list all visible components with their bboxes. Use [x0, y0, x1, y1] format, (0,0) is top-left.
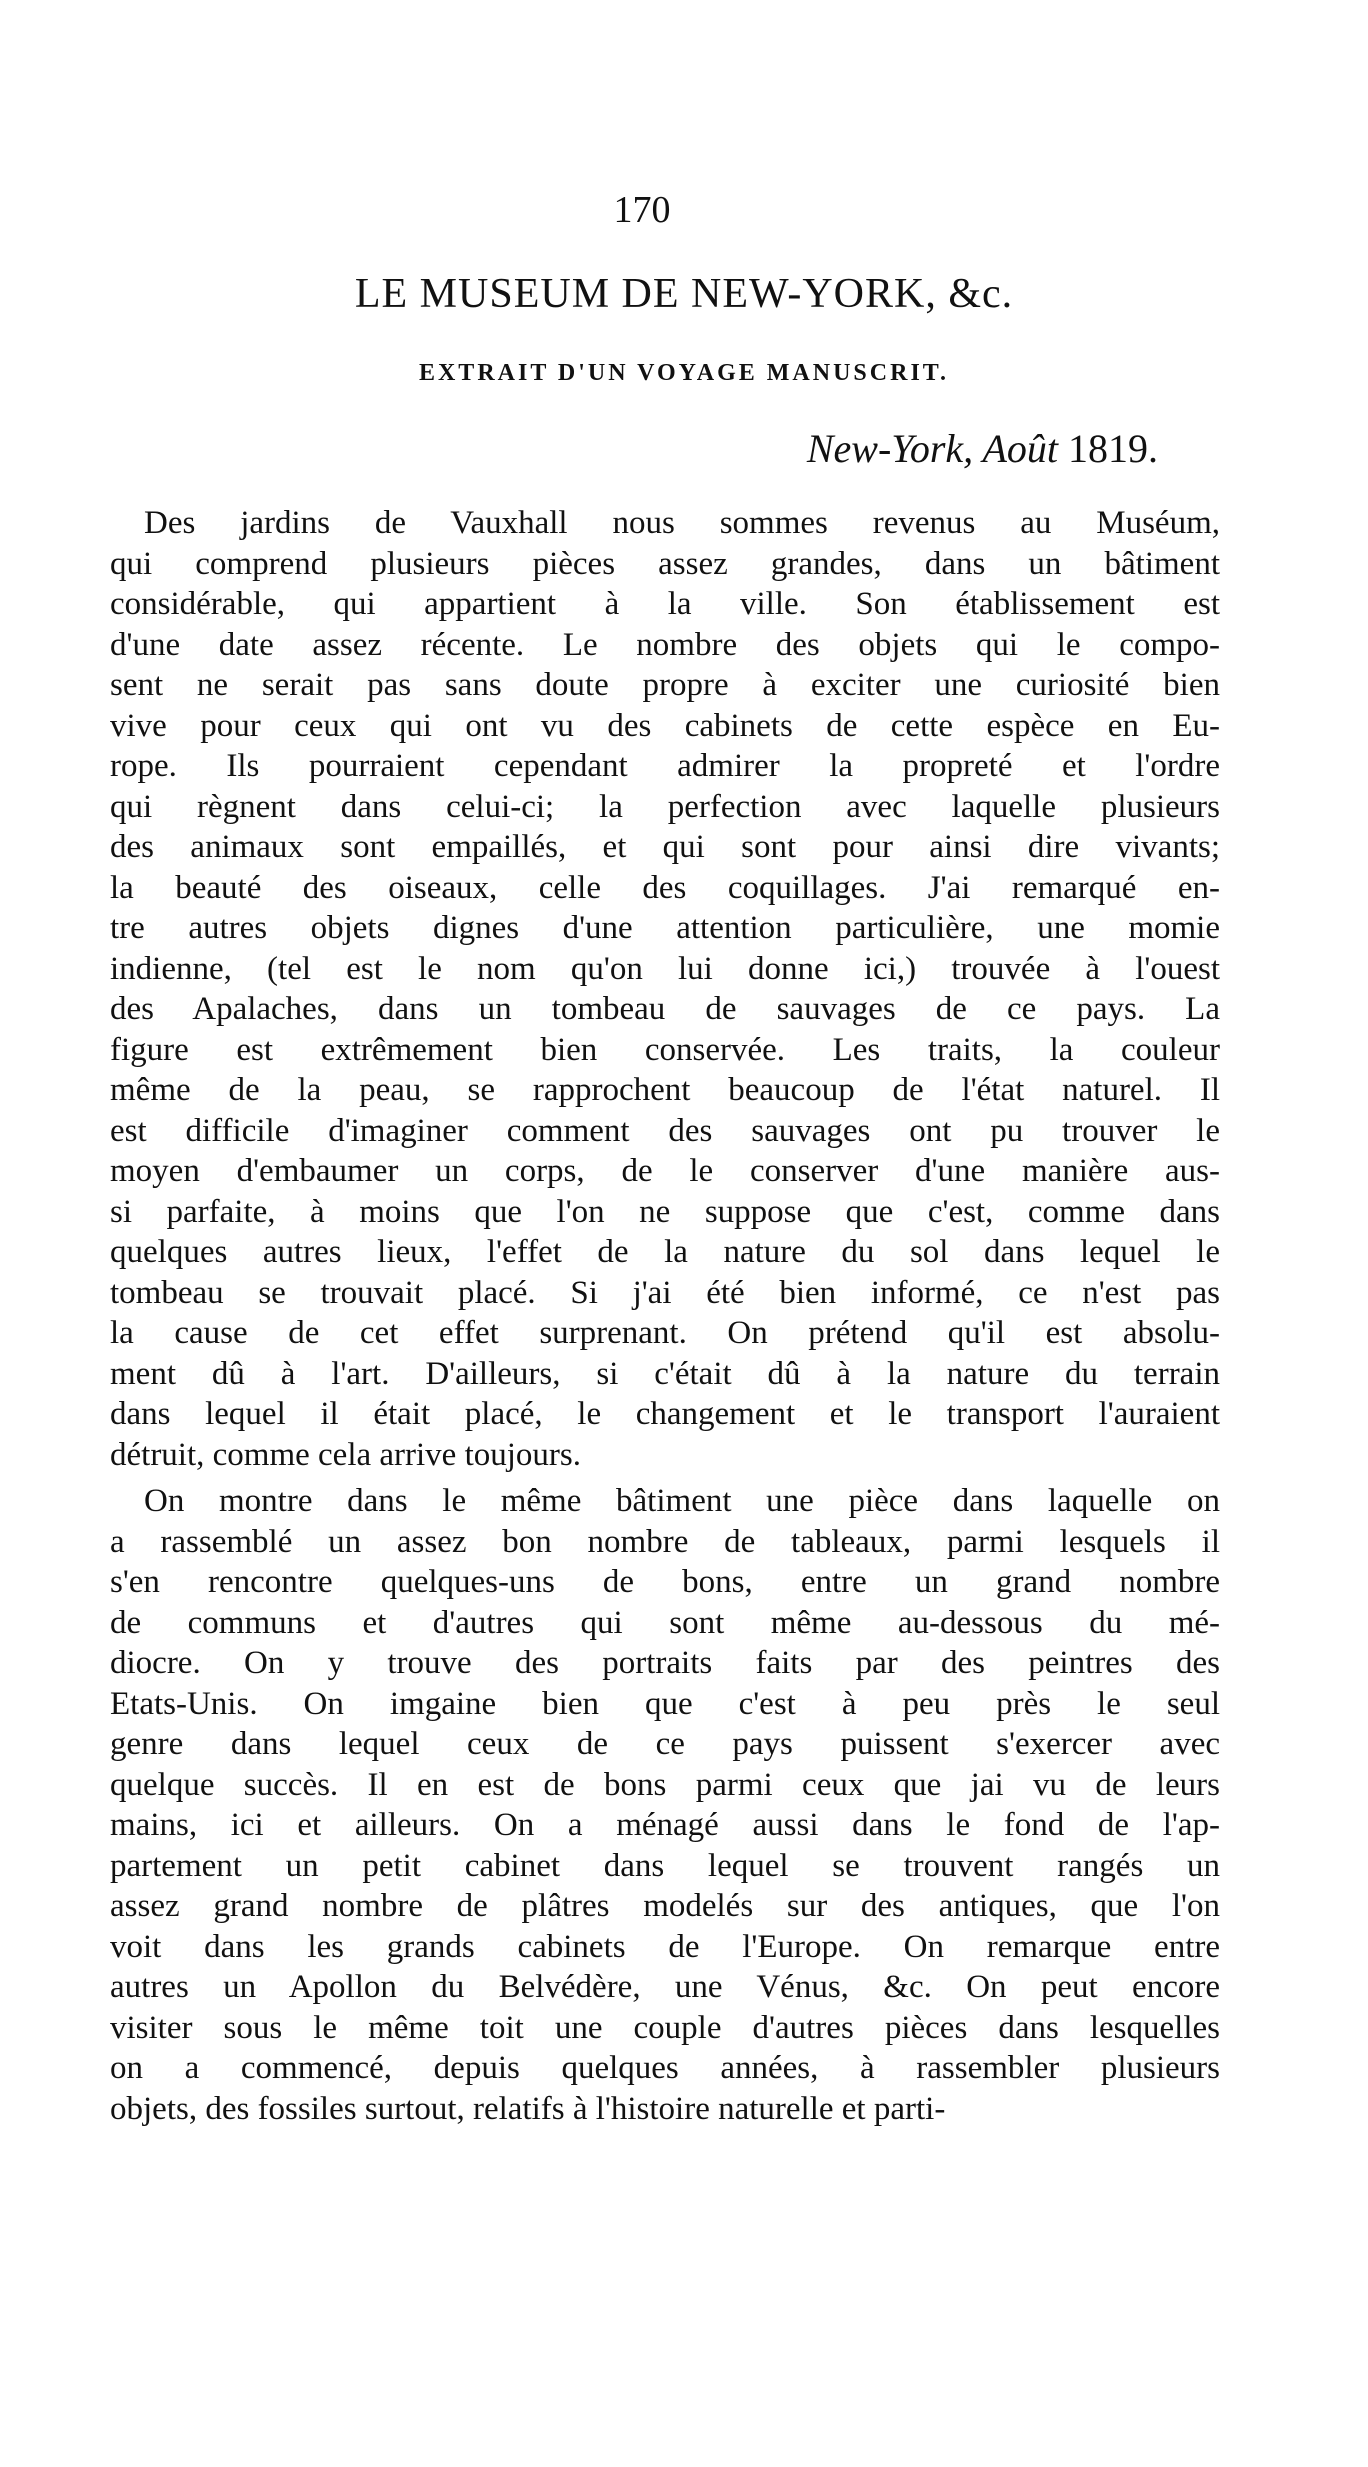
- text-line: même de la peau, se rapprochent beaucoup de l'état naturel. Il: [110, 1072, 1220, 1108]
- text-line: on a commencé, depuis quelques années, à rassembler plusieurs: [110, 2050, 1220, 2086]
- text-line: mains, ici et ailleurs. On a ménagé aussi dans le fond de l'ap-: [110, 1807, 1220, 1843]
- text-line: dans lequel il était placé, le changement et le transport l'auraient: [110, 1396, 1220, 1432]
- text-line: rope. Ils pourraient cependant admirer la propreté et l'ordre: [110, 748, 1220, 784]
- dateline-place: New-York, Août: [806, 426, 1058, 471]
- dateline-year: 1819.: [1068, 426, 1158, 471]
- text-line: assez grand nombre de plâtres modelés sur des antiques, que l'on: [110, 1888, 1220, 1924]
- text-line: moyen d'embaumer un corps, de le conserver d'une manière aus-: [110, 1153, 1220, 1189]
- text-line: partement un petit cabinet dans lequel se trouvent rangés un: [110, 1847, 1220, 1884]
- text-line: la beauté des oiseaux, celle des coquillages. J'ai remarqué en-: [110, 869, 1220, 906]
- text-line: des Apalaches, dans un tombeau de sauvages de ce pays. La: [110, 991, 1220, 1027]
- text-line: Etats-Unis. On imgaine bien que c'est à peu près le seul: [110, 1685, 1220, 1722]
- text-line: visiter sous le même toit une couple d'autres pièces dans lesquelles: [110, 2009, 1220, 2046]
- dateline: [807, 425, 1158, 472]
- text-line: est difficile d'imaginer comment des sauvages ont pu trouver le: [110, 1112, 1220, 1149]
- text-line: sent ne serait pas sans doute propre à exciter une curiosité bien: [110, 667, 1220, 703]
- text-line: quelques autres lieux, l'effet de la nature du sol dans lequel le: [110, 1234, 1220, 1270]
- text-line: genre dans lequel ceux de ce pays puissent s'exercer avec: [110, 1726, 1220, 1762]
- text-line: tombeau se trouvait placé. Si j'ai été bien informé, ce n'est pas: [110, 1274, 1220, 1311]
- page-number: 170: [613, 189, 671, 231]
- text-line: de communs et d'autres qui sont même au-dessous du mé-: [110, 1604, 1220, 1641]
- text-line: Des jardins de Vauxhall nous sommes revenus au Muséum,: [144, 505, 1220, 541]
- text-line: tre autres objets dignes d'une attention particulière, une momie: [110, 910, 1220, 946]
- body-text: [110, 503, 1220, 2129]
- text-line: On montre dans le même bâtiment une pièce dans laquelle on: [144, 1483, 1220, 1519]
- article-subtitle: EXTRAIT D'UN VOYAGE MANUSCRIT.: [418, 360, 950, 386]
- text-line: indienne, (tel est le nom qu'on lui donne ici,) trouvée à l'ouest: [110, 950, 1220, 987]
- text-line: d'une date assez récente. Le nombre des objets qui le compo-: [110, 626, 1220, 663]
- text-line: diocre. On y trouve des portraits faits par des peintres des: [110, 1645, 1220, 1681]
- text-line: a rassemblé un assez bon nombre de tableaux, parmi lesquels il: [110, 1523, 1220, 1560]
- text-line: quelque succès. Il en est de bons parmi ceux que jai vu de leurs: [110, 1766, 1220, 1803]
- article-title: LE MUSEUM DE NEW-YORK, &c.: [354, 271, 1014, 317]
- text-line: voit dans les grands cabinets de l'Europe. On remarque entre: [110, 1928, 1220, 1965]
- text-line: figure est extrêmement bien conservée. Les traits, la couleur: [110, 1031, 1220, 1068]
- paragraph: [110, 503, 1220, 1475]
- text-line: considérable, qui appartient à la ville. Son établissement est: [110, 586, 1220, 622]
- text-line: s'en rencontre quelques-uns de bons, entre un grand nombre: [110, 1564, 1220, 1600]
- text-line: détruit, comme cela arrive toujours.: [110, 1436, 581, 1473]
- text-line: ment dû à l'art. D'ailleurs, si c'était dû à la nature du terrain: [110, 1355, 1220, 1392]
- text-line: autres un Apollon du Belvédère, une Vénus, &c. On peut encore: [110, 1969, 1220, 2005]
- text-line: vive pour ceux qui ont vu des cabinets de cette espèce en Eu-: [110, 707, 1220, 744]
- text-line: qui règnent dans celui-ci; la perfection avec laquelle plusieurs: [110, 788, 1220, 825]
- paragraph: [110, 1481, 1220, 2129]
- text-line: qui comprend plusieurs pièces assez grandes, dans un bâtiment: [110, 545, 1220, 582]
- text-line: la cause de cet effet surprenant. On prétend qu'il est absolu-: [110, 1315, 1220, 1351]
- text-line: objets, des fossiles surtout, relatifs à l'histoire naturelle et parti-: [110, 2090, 946, 2127]
- text-line: si parfaite, à moins que l'on ne suppose que c'est, comme dans: [110, 1193, 1220, 1230]
- text-line: des animaux sont empaillés, et qui sont pour ainsi dire vivants;: [110, 829, 1220, 865]
